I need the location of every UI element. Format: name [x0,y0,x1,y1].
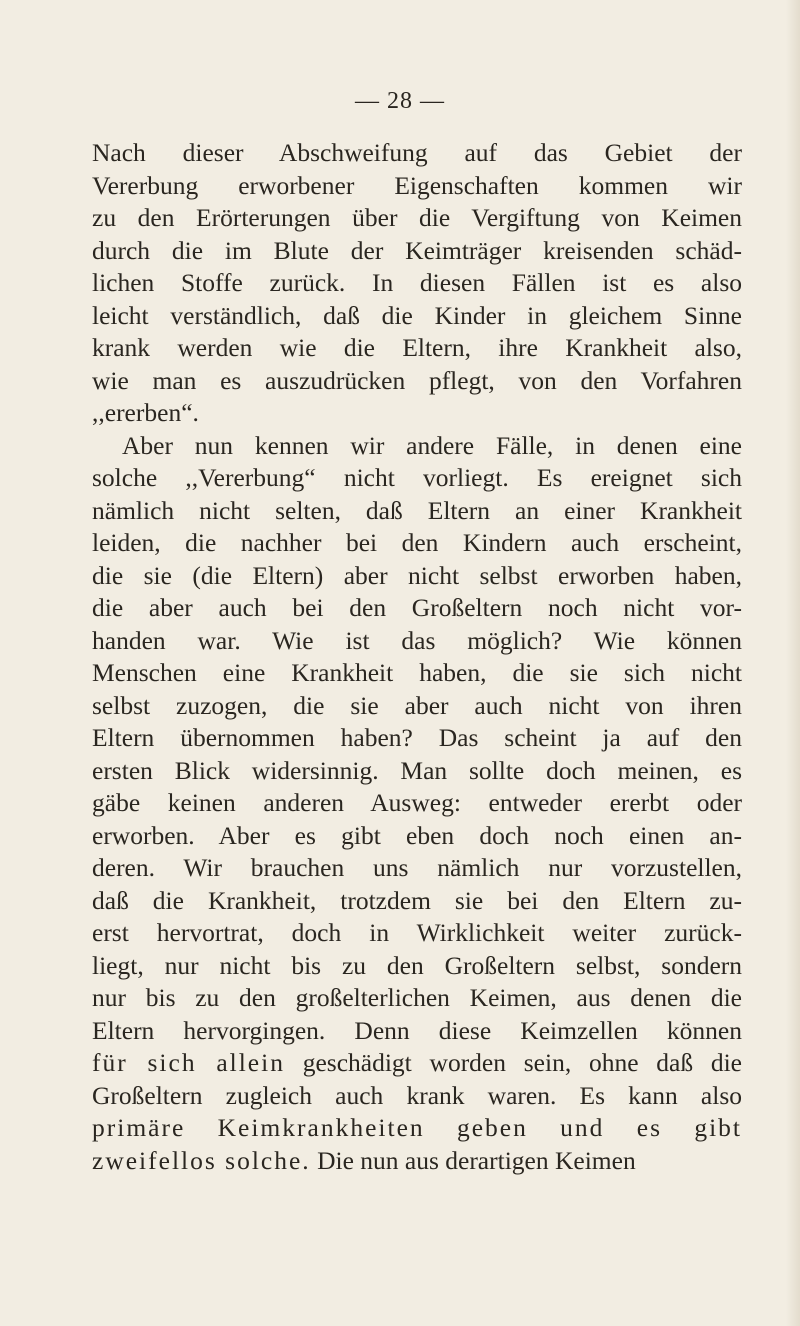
emphasized-text: für sich allein [92,1048,285,1077]
text-line: Eltern hervorgingen. Denn diese Keimzellen können [92,1015,742,1045]
text-line: die aber auch bei den Großeltern noch nicht vor- [92,593,742,622]
page-edge-shadow [786,0,800,1326]
text-fragment: geschädigt worden sein, ohne daß die [284,1048,743,1077]
text-line: die sie (die Eltern) aber nicht selbst erworben haben, [92,560,742,590]
text-line: Eltern übernommen haben? Das scheint ja auf den [92,723,742,752]
text-line: Nach dieser Abschweifung auf das Gebiet der [92,138,742,167]
page-number: — 28 — [355,88,445,114]
text-line: selbst zuzogen, die sie aber auch nicht von ihren [92,690,742,720]
text-line: ,,ererben“. [92,398,199,427]
text-line: wie man es auszudrücken pflegt, von den Vorfahren [92,365,742,395]
body-text [92,137,742,1177]
text-line: ersten Blick widersinnig. Man sollte doch meinen, es [92,755,742,785]
text-line: leicht verständlich, daß die Kinder in gleichem Sinne [92,300,742,330]
text-line: solche ,,Vererbung“ nicht vorliegt. Es ereignet sich [92,463,742,492]
text-line: zu den Erörterungen über die Vergiftung von Keimen [92,203,742,232]
text-line [92,1145,742,1178]
text-line: Aber nun kennen wir andere Fälle, in denen eine [122,430,742,460]
text-line: nur bis zu den großelterlichen Keimen, aus denen die [92,983,742,1012]
text-line: Großeltern zugleich auch krank waren. Es kann also [92,1080,742,1110]
text-line: handen war. Wie ist das möglich? Wie können [92,625,742,655]
text-line [92,1047,742,1080]
text-line: daß die Krankheit, trotzdem sie bei den Eltern zu- [92,885,742,915]
text-line: gäbe keinen anderen Ausweg: entweder ererbt oder [92,788,742,817]
text-line: erst hervortrat, doch in Wirklichkeit weiter zurück- [92,918,742,947]
text-line: erworben. Aber es gibt eben doch noch einen an- [92,820,742,850]
text-line: Menschen eine Krankheit haben, die sie sich nicht [92,658,742,687]
emphasized-text: primäre Keimkrankheiten geben und es gibt [92,1113,742,1142]
text-line: lichen Stoffe zurück. In diesen Fällen ist es also [92,268,742,297]
text-line: nämlich nicht selten, daß Eltern an einer Krankheit [92,495,742,525]
text-line: liegt, nur nicht bis zu den Großeltern selbst, sondern [92,950,742,980]
text-line: durch die im Blute der Keimträger kreisenden schäd- [92,235,742,265]
text-line: deren. Wir brauchen uns nämlich nur vorzustellen, [92,853,742,882]
emphasized-text: zweifellos solche. [92,1145,311,1175]
text-line: Vererbung erworbener Eigenschaften kommen wir [92,170,742,200]
text-line: krank werden wie die Eltern, ihre Krankheit also, [92,333,742,362]
text-line: leiden, die nachher bei den Kindern auch erscheint, [92,528,742,557]
text-fragment: Die nun aus derartigen Keimen [310,1145,636,1175]
